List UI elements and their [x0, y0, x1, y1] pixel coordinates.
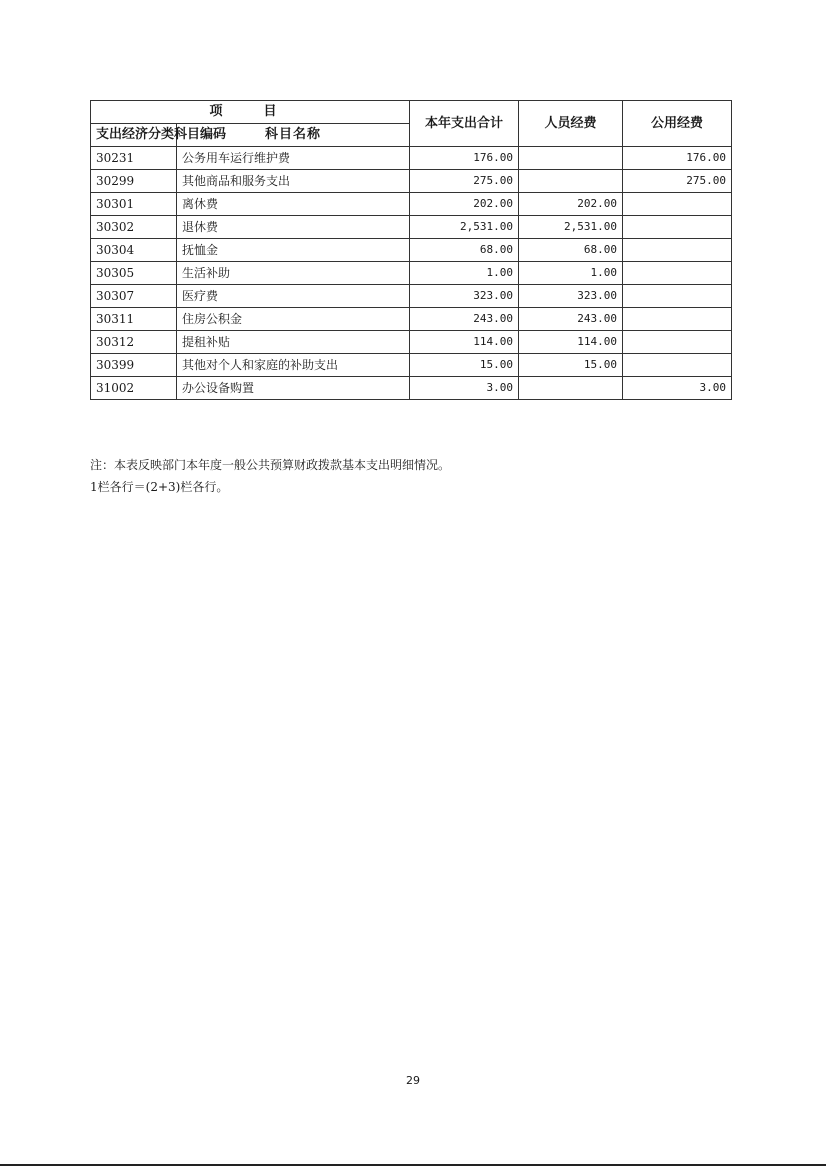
- cell-personnel: 323.00: [519, 285, 623, 308]
- cell-name: 其他商品和服务支出: [177, 170, 410, 193]
- cell-public: [623, 216, 732, 239]
- cell-personnel: [519, 377, 623, 400]
- cell-total: 3.00: [410, 377, 519, 400]
- cell-total: 243.00: [410, 308, 519, 331]
- cell-total: 176.00: [410, 147, 519, 170]
- table-row: [91, 147, 732, 170]
- cell-code: 31002: [91, 377, 177, 400]
- bottom-divider: [0, 1164, 826, 1166]
- cell-total: 68.00: [410, 239, 519, 262]
- cell-public: 3.00: [623, 377, 732, 400]
- cell-personnel: 2,531.00: [519, 216, 623, 239]
- cell-name: 其他对个人和家庭的补助支出: [177, 354, 410, 377]
- table-body: [91, 147, 732, 400]
- cell-code: 30307: [91, 285, 177, 308]
- cell-code: 30301: [91, 193, 177, 216]
- table-row: [91, 285, 732, 308]
- header-personnel: 人员经费: [519, 101, 623, 147]
- expenditure-table: [90, 100, 732, 400]
- table-row: [91, 377, 732, 400]
- cell-name: 退休费: [177, 216, 410, 239]
- cell-code: 30399: [91, 354, 177, 377]
- cell-name: 离休费: [177, 193, 410, 216]
- table-row: [91, 193, 732, 216]
- note-line-2: 1栏各行＝(2+3)栏各行。: [90, 480, 229, 494]
- table-header-row-1: [91, 101, 732, 124]
- cell-personnel: [519, 170, 623, 193]
- cell-public: [623, 308, 732, 331]
- cell-name: 抚恤金: [177, 239, 410, 262]
- cell-personnel: 68.00: [519, 239, 623, 262]
- cell-public: [623, 193, 732, 216]
- cell-code: 30304: [91, 239, 177, 262]
- header-name: 科目名称: [177, 124, 410, 147]
- table-row: [91, 239, 732, 262]
- cell-code: 30311: [91, 308, 177, 331]
- cell-total: 15.00: [410, 354, 519, 377]
- cell-total: 323.00: [410, 285, 519, 308]
- cell-total: 1.00: [410, 262, 519, 285]
- cell-public: [623, 262, 732, 285]
- cell-code: 30305: [91, 262, 177, 285]
- cell-personnel: 1.00: [519, 262, 623, 285]
- cell-name: 提租补贴: [177, 331, 410, 354]
- table-row: [91, 331, 732, 354]
- cell-public: 176.00: [623, 147, 732, 170]
- table-row: [91, 308, 732, 331]
- cell-total: 275.00: [410, 170, 519, 193]
- cell-personnel: 15.00: [519, 354, 623, 377]
- cell-personnel: 114.00: [519, 331, 623, 354]
- cell-total: 202.00: [410, 193, 519, 216]
- header-public: 公用经费: [623, 101, 732, 147]
- cell-total: 2,531.00: [410, 216, 519, 239]
- cell-code: 30302: [91, 216, 177, 239]
- cell-public: [623, 285, 732, 308]
- cell-name: 医疗费: [177, 285, 410, 308]
- cell-name: 办公设备购置: [177, 377, 410, 400]
- cell-name: 生活补助: [177, 262, 410, 285]
- cell-personnel: [519, 147, 623, 170]
- cell-public: [623, 239, 732, 262]
- cell-public: [623, 354, 732, 377]
- table-row: [91, 216, 732, 239]
- cell-name: 公务用车运行维护费: [177, 147, 410, 170]
- cell-public: 275.00: [623, 170, 732, 193]
- header-project: 项 目: [91, 101, 410, 124]
- header-code: 支出经济分类科目编码: [91, 124, 177, 147]
- page-number: 29: [406, 1074, 420, 1087]
- cell-personnel: 202.00: [519, 193, 623, 216]
- cell-total: 114.00: [410, 331, 519, 354]
- cell-code: 30299: [91, 170, 177, 193]
- cell-name: 住房公积金: [177, 308, 410, 331]
- cell-code: 30231: [91, 147, 177, 170]
- header-total: 本年支出合计: [410, 101, 519, 147]
- cell-public: [623, 331, 732, 354]
- cell-code: 30312: [91, 331, 177, 354]
- table-row: [91, 170, 732, 193]
- cell-personnel: 243.00: [519, 308, 623, 331]
- table-row: [91, 262, 732, 285]
- table-row: [91, 354, 732, 377]
- note-line-1: 注：本表反映部门本年度一般公共预算财政拨款基本支出明细情况。: [90, 458, 451, 472]
- notes: [90, 454, 450, 498]
